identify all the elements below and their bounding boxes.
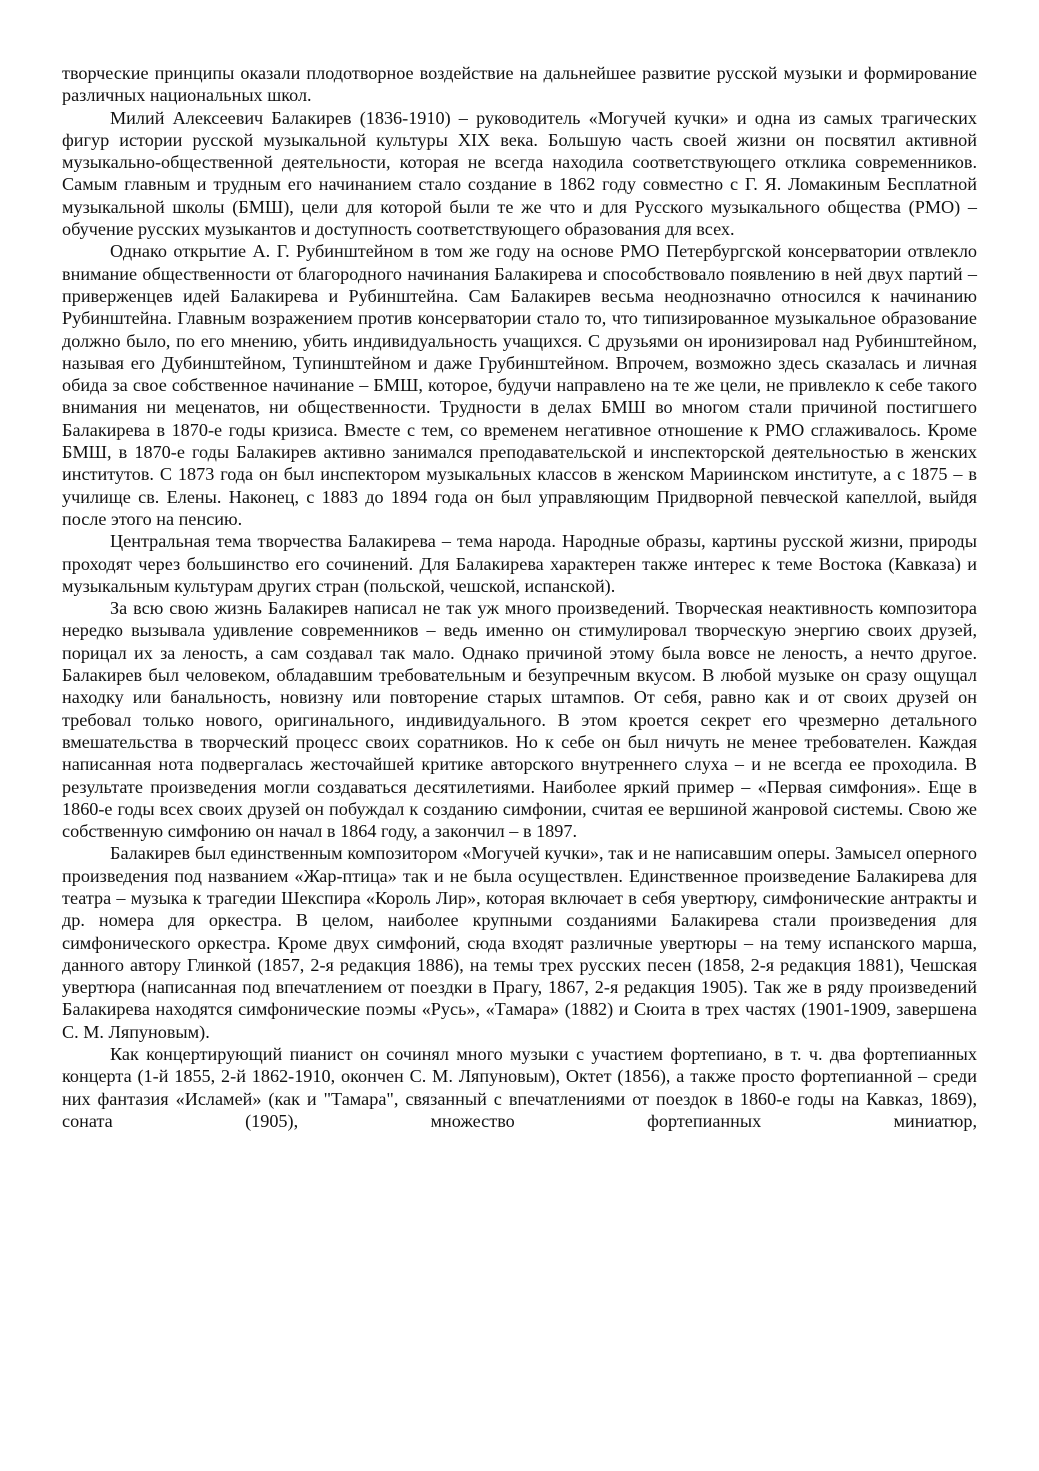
document-page	[62, 62, 977, 1132]
paragraph-1: творческие принципы оказали плодотворное воздействие на дальнейшее развитие русской музыки и формирование различных национальных школ.	[62, 63, 977, 106]
paragraph-5: За всю свою жизнь Балакирев написал не так уж много произведений. Творческая неактивность композитора нередко вызывала удивление современников – ведь именно он стимулировал творческую энергию своих друзей, порицал их за леность, а сам создавал так мало. Однако причиной этому была вовсе не леность, а нечто другое. Балакирев был человеком, обладавшим требовательным и безупречным вкусом. В любой музыке он сразу ощущал находку или банальность, новизну или повторение старых штампов. От себя, равно как и от своих друзей он требовал только нового, оригинального, индивидуального. В этом кроется секрет его чрезмерно детального вмешательства в творческий процесс своих соратников. Но к себе он был ничуть не менее требователен. Каждая написанная нота подвергалась жесточайшей критике авторского внутреннего слуха – и не всегда ее проходила. В результате произведения могли создаваться десятилетиями. Наиболее яркий пример – «Первая симфония». Еще в 1860-е годы всех своих друзей он побуждал к созданию симфонии, считая ее вершиной жанровой системы. Свою же собственную симфонию он начал в 1864 году, а закончил – в 1897.	[62, 598, 977, 842]
paragraph-4: Центральная тема творчества Балакирева – тема народа. Народные образы, картины русской жизни, природы проходят через большинство его сочинений. Для Балакирева характерен также интерес к теме Востока (Кавказа) и музыкальным культурам других стран (польской, чешской, испанской).	[62, 531, 977, 596]
paragraph-6: Балакирев был единственным композитором «Могучей кучки», так и не написавшим оперы. Замысел оперного произведения под названием «Жар-птица» так и не была осуществлен. Единственное произведение Балакирева для театра – музыка к трагедии Шекспира «Король Лир», которая включает в себя увертюру, симфонические антракты и др. номера для оркестра. В целом, наиболее крупными созданиями Балакирева стали произведения для симфонического оркестра. Кроме двух симфоний, сюда входят различные увертюры – на тему испанского марша, данного автору Глинкой (1857, 2-я редакция 1886), на темы трех русских песен (1858, 2-я редакция 1881), Чешская увертюра (написанная под впечатлением от поездки в Прагу, 1867, 2-я редакция 1905). Так же в ряду произведений Балакирева находятся симфонические поэмы «Русь», «Тамара» (1882) и Сюита в трех частях (1901-1909, завершена С. М. Ляпуновым).	[62, 843, 977, 1042]
paragraph-3: Однако открытие А. Г. Рубинштейном в том же году на основе РМО Петербургской консерватории отвлекло внимание общественности от благородного начинания Балакирева и способствовало появлению в ней двух партий – приверженцев идей Балакирева и Рубинштейна. Сам Балакирев весьма неоднозначно относился к начинанию Рубинштейна. Главным возражением против консерватории стало то, что типизированное музыкальное образование должно было, по его мнению, убить индивидуальность учащихся. С друзьями он иронизировал над Рубинштейном, называя его Дубинштейном, Тупинштейном и даже Грубинштейном. Впрочем, возможно здесь сказалась и личная обида за свое собственное начинание – БМШ, которое, будучи направлено на те же цели, не привлекло к себе такого внимания ни меценатов, ни общественности. Трудности в делах БМШ во многом стали причиной постигшего Балакирева в 1870-е годы кризиса. Вместе с тем, со временем негативное отношение к РМО сглаживалось. Кроме БМШ, в 1870-е годы Балакирев активно занимался преподавательской и инспекторской деятельностью в женских институтов. С 1873 года он был инспектором музыкальных классов в женском Мариинском институте, а с 1875 – в училище св. Елены. Наконец, с 1883 до 1894 года он был управляющим Придворной певческой капеллой, выйдя после этого на пенсию.	[62, 241, 977, 529]
paragraph-2: Милий Алексеевич Балакирев (1836-1910) – руководитель «Могучей кучки» и одна из самых трагических фигур истории русской музыкальной культуры XIX века. Большую часть своей жизни он посвятил активной музыкально-общественной деятельности, которая не всегда находила соответствующего отклика современников. Самым главным и трудным его начинанием стало создание в 1862 году совместно с Г. Я. Ломакиным Бесплатной музыкальной школы (БМШ), цели для которой были те же что и для Русского музыкального общества (РМО) –обучение русских музыкантов и доступность соответствующего образования для всех.	[62, 107, 977, 240]
paragraph-7: Как концертирующий пианист он сочинял много музыки с участием фортепиано, в т. ч. два фортепианных концерта (1-й 1855, 2-й 1862-1910, окончен С. М. Ляпуновым), Октет (1856), а также просто фортепианной – среди них фантазия «Исламей» (как и "Тамара", связанный с впечатлениями от поездок в 1860-е годы на Кавказ, 1869), соната (1905), множество фортепианных миниатюр,	[62, 1044, 977, 1131]
